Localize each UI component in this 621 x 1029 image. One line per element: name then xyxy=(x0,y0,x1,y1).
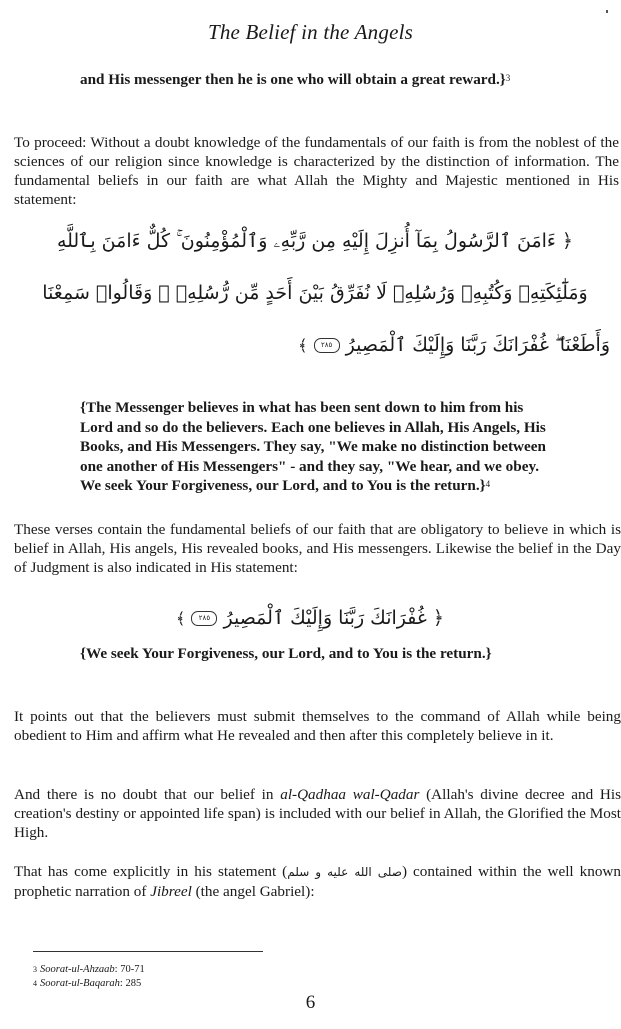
scan-mark xyxy=(606,10,608,13)
footnote-3-number: 3 xyxy=(33,965,37,974)
paragraph-jibreel xyxy=(14,862,621,901)
closing-ornament-icon: ﴾ xyxy=(298,336,308,355)
salutation-arabic: صلى الله عليه و سلم xyxy=(287,865,402,879)
footnote-ref-4: 4 xyxy=(485,479,491,489)
footnote-ref-3: 3 xyxy=(505,73,511,83)
paragraph-fundamental-beliefs: These verses contain the fundamental beliefs of our faith that are obligatory to believe in which is belief in Allah, His angels, His revealed books, and His messengers. Likewise the belief in the Day of Judgment is also indicated in His statement: xyxy=(14,521,621,576)
paragraph-intro: To proceed: Without a doubt knowledge of the fundamentals of our faith is from the noblest of the sciences of our religion since knowledge is characterized by the distinction of information. The fundamental beliefs in our faith are what Allah the Mighty and Majestic mentioned in His statement: xyxy=(14,134,619,208)
footnote-4-number: 4 xyxy=(33,979,37,988)
term-qadhaa-wal-qadar: al-Qadhaa wal-Qadar xyxy=(280,786,420,803)
paragraph-qadar-text-1: And there is no doubt that our belief in xyxy=(14,786,281,803)
arabic-verse-line-3-text: وَأَطَعْنَا ۖ غُفْرَانَكَ رَبَّنَا وَإِلَيْكَ ٱلْمَصِيرُ xyxy=(345,334,610,356)
running-head: The Belief in the Angels xyxy=(207,20,414,44)
footnote-4-source: Soorat-ul-Baqarah xyxy=(40,978,120,989)
arabic-verse-2-text: ﴿ غُفْرَانَكَ رَبَّنَا وَإِلَيْكَ ٱلْمَصِيرُ xyxy=(223,607,444,629)
footnote-3-ref: : 70-71 xyxy=(114,964,145,975)
arabic-verse-line-1: ﴿ ءَامَنَ ٱلرَّسُولُ بِمَآ أُنزِلَ إِلَيْهِ مِن رَّبِّهِۦ وَٱلْمُؤْمِنُونَ ۚ كُلٌّ ءَامَنَ بِٱللَّهِ xyxy=(56,230,574,252)
term-jibreel: Jibreel xyxy=(150,883,192,900)
verse-translation-1-text: {The Messenger believes in what has been sent down to him from his Lord and so do the believers. Each one believes in Allah, His Angels, His Books, and His Messengers. They say, "We make no distinction between one another of His Messengers" - and they say, "We hear, and we obey. We seek Your Forgiveness, our Lord, and to You is the return.} xyxy=(80,399,546,494)
paragraph-jibreel-text-3: (the angel Gabriel): xyxy=(191,883,315,900)
continued-verse-translation xyxy=(80,70,548,90)
arabic-verse-line-2: وَمَلَٰٓئِكَتِهِۦ وَكُتُبِهِۦ وَرُسُلِهِۦ لَا نُفَرِّقُ بَيْنَ أَحَدٍ مِّن رُّسُلِهِۦ ۚ وَقَالُوا۟ سَمِعْنَا xyxy=(42,282,588,304)
paragraph-submission: It points out that the believers must submit themselves to the command of Allah while being obedient to Him and affirm what He revealed and then after this completely believe in it. xyxy=(14,708,621,744)
footnote-4-ref: : 285 xyxy=(119,978,142,989)
paragraph-jibreel-text-1: That has come explicitly in his statement ( xyxy=(14,863,288,880)
verse-translation-2: {We seek Your Forgiveness, our Lord, and to You is the return.} xyxy=(80,645,492,662)
verse-number-marker: ٢٨٥ xyxy=(314,338,340,353)
footnote-3-source: Soorat-ul-Ahzaab xyxy=(40,964,115,975)
closing-ornament-icon-2: ﴾ xyxy=(176,609,186,628)
paragraph-qadar xyxy=(14,785,621,842)
arabic-verse-line-3 xyxy=(180,334,610,356)
page-number: 6 xyxy=(305,992,316,1013)
paragraph-qadar-text-2: (Allah's divine decree and His creation's destiny or appointed life span) is included with our belief in Allah, the Glorified the Most High. xyxy=(14,786,621,841)
verse-number-marker-2: ٢٨٥ xyxy=(191,611,217,626)
continued-verse-text: and His messenger then he is one who will obtain a great reward.} xyxy=(80,71,506,88)
footnote-3 xyxy=(33,963,145,976)
verse-translation-1 xyxy=(80,398,548,496)
footnote-4 xyxy=(33,977,141,990)
arabic-verse-2 xyxy=(120,607,500,629)
paragraph-jibreel-text-2: ) contained within the well known prophetic narration of xyxy=(14,863,621,900)
footnote-divider xyxy=(33,951,263,952)
